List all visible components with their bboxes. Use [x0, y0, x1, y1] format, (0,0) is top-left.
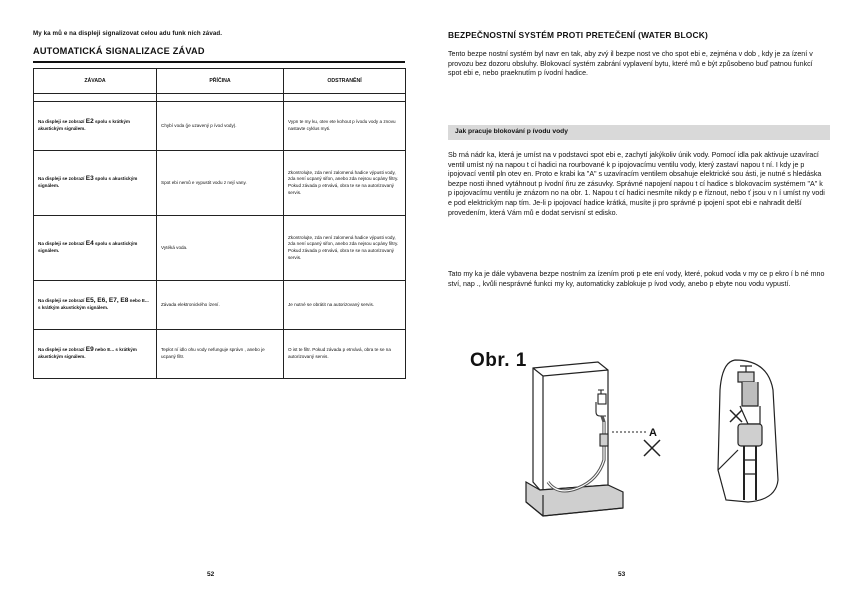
header-fault: ZÁVADA: [34, 69, 157, 94]
error-code: E2: [85, 118, 94, 126]
cause-cell: Závada elektronického ízení.: [157, 281, 284, 330]
table-row: [34, 216, 406, 281]
subheading-box: [448, 125, 830, 140]
fault-cell: Na displeji se zobrazí E9 nebo E... s krátkým akustickým signálem.: [34, 330, 157, 379]
page-number: 52: [207, 571, 215, 578]
section-title: BEZPEČNOSTNÍ SYSTÉM PROTI PRETEČENÍ (WATER BLOCK): [448, 30, 708, 40]
header-cause: PŘÍČINA: [157, 69, 284, 94]
cause-cell: Vytéká voda.: [157, 216, 284, 281]
paragraph-overflow: Tato my ka je dále vybavena bezpe nostním za ízením proti p ete ení vody, které, pokud voda v my ce p ekro í b né mno ství, nap ., kvůli nesprávné funkci my ky, automaticky zablokuje p ívod vody, anebo p ebyte nou vodu vypustí.: [448, 270, 825, 288]
table-row: [34, 330, 406, 379]
right-page: [421, 0, 842, 595]
remedy-cell: Vypn te my ku, otev ete kohout p ívodu vody a znovu nastavte cyklus myti.: [284, 102, 406, 151]
cause-cell: Spot ebi nemů e vypustit vodu z nejí vany.: [157, 151, 284, 216]
figure-label: Obr. 1: [470, 350, 527, 371]
subheading: Jak pracuje blokování p ívodu vody: [455, 128, 568, 135]
title-rule: [33, 61, 405, 63]
water-block-figure: [448, 350, 808, 530]
fault-table: [33, 68, 406, 379]
remedy-cell: Je nutné se obrátit na autorizovaný servis.: [284, 281, 406, 330]
cause-cell: Chybí voda (je uzavený p ívod vody).: [157, 102, 284, 151]
remedy-cell: Zkontrolujte, zda není zalomená hadice výpusti vody, zda není ucpaný sifon, anebo zda nejsou ucpány filtry. Pokud závada p etrvává, obra te se na autorizovaný servis.: [284, 216, 406, 281]
intro-text: My ka mů e na displeji signalizovat celou adu funk ních závad.: [33, 30, 223, 37]
remedy-cell: Zkontrolujte, zda není zalomená hadice výpusti vody, zda není ucpaný sifon, anebo zda nejsou ucpány filtry. Pokud závada p etrvává, obra te se na autorizovaný servis.: [284, 151, 406, 216]
callout-label: A: [649, 427, 657, 439]
paragraph-how-it-works: Sb rná nádr ka, která je umíst na v podstavci spot ebi e, zachytí jakýkoliv únik vody. Pomocí idla pak aktivuje uzavírací ventil umíst ný na napou t cí hadici na rourbované k p ipojovacímu ventilu vody, který zastaví napou t ní. I kdy je p ipojovací ventil pln otev en. Proto e krabi ka "A" s uzavíracím ventilem obsahuje elektrické sou ásti, je nutné s hledáska bezpe nosti ihned vytáhnout p ívodní ňru ze zásuvky. Správné napojení napou t cí hadice s blokovacím systémem "A" k p ipojovacímu ventilu je znázorn no na obr. 1. Napou t cí hadici nesmíte nikdy p e říznout, nebo ť jsou v n í umíst ny vodi e pod elektrickým nap tím. Je-li p ipojovací hadice krátká, musíte ji pro správné p ipojení spot ebi e nahradit delší provedením, která Vám mů e dodat servisní st edisko.: [448, 151, 825, 217]
table-header-row: [34, 69, 406, 94]
paragraph-intro: Tento bezpe nostní systém byl navr en tak, aby zvý il bezpe nost ve cho spot ebi e, zejména v dob , kdy je za ízení v provozu bez dozoru obsluhy. Blokovací systém zabrání vyplavení bytu, které mů e být způsobeno buď patnou funkcí spot ebi e, nebo praeknutím p ívodní hadice.: [448, 50, 813, 78]
error-code: E4: [85, 240, 94, 248]
fault-cell: Na displeji se zobrazí E2 spolu s krátkým akustickým signálem.: [34, 102, 157, 151]
page-number: 53: [618, 571, 626, 578]
table-row: [34, 102, 406, 151]
header-remedy: ODSTRANĚNÍ: [284, 69, 406, 94]
cross-mark-icon: [644, 440, 660, 456]
cause-cell: Teplot ní idlo ohu vody nefunguje správn , anebo je ucpaný filtr.: [157, 330, 284, 379]
table-row: [34, 151, 406, 216]
fault-cell: Na displeji se zobrazí E4 spolu s akustickým signálem.: [34, 216, 157, 281]
section-title: AUTOMATICKÁ SIGNALIZACE ZÁVAD: [33, 46, 205, 56]
error-code: E9: [85, 346, 94, 354]
table-row: [34, 281, 406, 330]
hose-closeup-drawing: [718, 360, 778, 502]
fault-cell: Na displeji se zobrazí E3 spolu s akustickým signálem.: [34, 151, 157, 216]
remedy-cell: O ist te filtr. Pokud závada p etrvává, obra te se na autorizovaný servis.: [284, 330, 406, 379]
error-code: E5, E6, E7, E8: [85, 297, 129, 305]
error-code: E3: [85, 175, 94, 183]
fault-cell: Na displeji se zobrazí E5, E6, E7, E8 nebo E... s krátkým akustickým signálem.: [34, 281, 157, 330]
